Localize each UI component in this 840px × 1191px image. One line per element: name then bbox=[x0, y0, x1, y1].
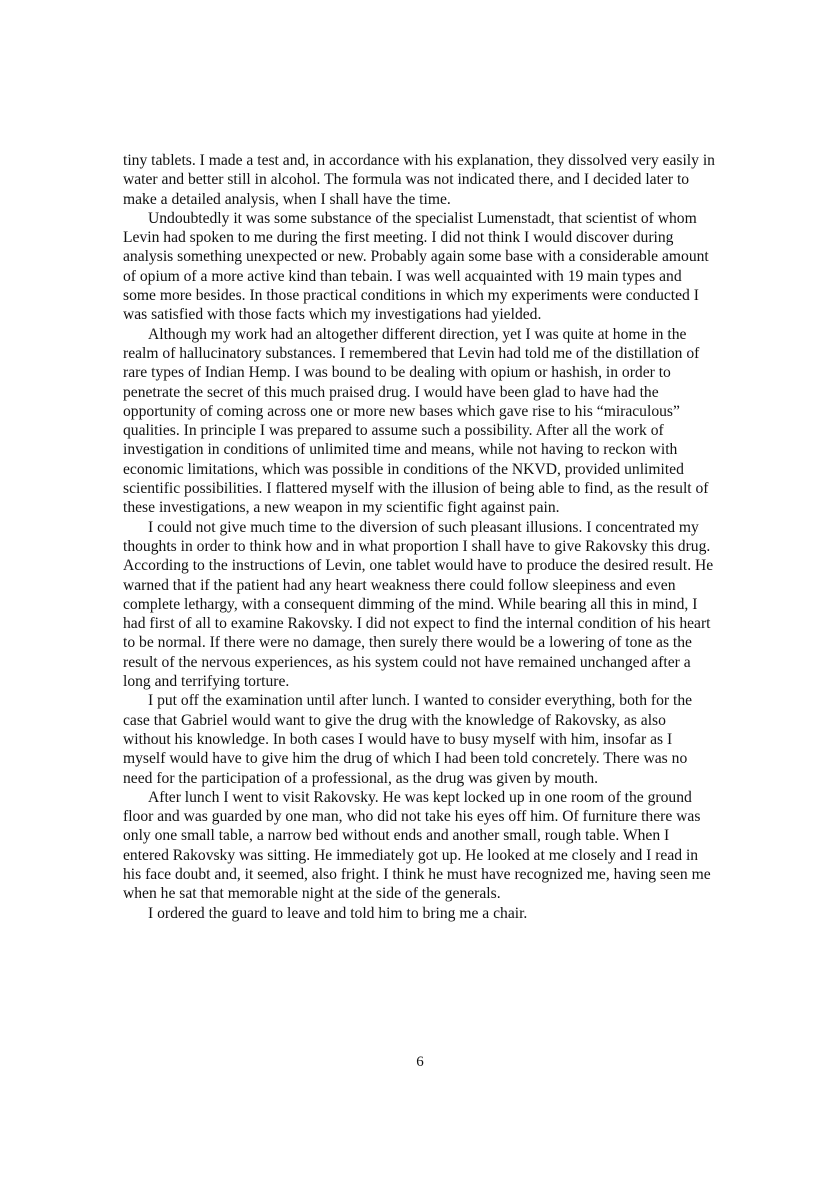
paragraph-1: tiny tablets. I made a test and, in accordance with his explanation, they dissolved very easily in water and better still in alcohol. The formula was not indicated there, and I decided later to make a detailed analysis, when I shall have the time. bbox=[123, 152, 715, 208]
paragraph-2: Undoubtedly it was some substance of the specialist Lumenstadt, that scientist of whom Levin had spoken to me during the first meeting. I did not think I would discover during analysis something unexpected or new. Probably again some base with a considerable amount of opium of a more active kind than tebain. I was well acquainted with 19 main types and some more besides. In those practical conditions in which my experiments were conducted I was satisfied with those facts which my investigations had yielded. bbox=[123, 209, 709, 324]
body-text bbox=[123, 151, 717, 923]
paragraph-6: After lunch I went to visit Rakovsky. He was kept locked up in one room of the ground floor and was guarded by one man, who did not take his eyes off him. Of furniture there was only one small table, a narrow bed without ends and another small, rough table. When I entered Rakovsky was sitting. He immediately got up. He looked at me closely and I read in his face doubt and, it seemed, also fright. I think he must have recognized me, having seen me when he sat that memorable night at the side of the generals. bbox=[123, 788, 711, 903]
paragraph-7: I ordered the guard to leave and told him to bring me a chair. bbox=[148, 904, 528, 922]
paragraph-4: I could not give much time to the diversion of such pleasant illusions. I concentrated my thoughts in order to think how and in what proportion I shall have to give Rakovsky this drug. According to the instructions of Levin, one tablet would have to produce the desired result. He warned that if the patient had any heart weakness there could follow sleepiness and even complete lethargy, with a consequent dimming of the mind. While bearing all this in mind, I had first of all to examine Rakovsky. I did not expect to find the internal condition of his heart to be normal. If there were no damage, then surely there would be a lowering of tone as the result of the nervous experiences, as his system could not have remained unchanged after a long and terrifying torture. bbox=[123, 518, 714, 691]
paragraph-5: I put off the examination until after lunch. I wanted to consider everything, both for the case that Gabriel would want to give the drug with the knowledge of Rakovsky, as also without his knowledge. In both cases I would have to busy myself with him, insofar as I myself would have to give him the drug of which I had been told concretely. There was no need for the participation of a professional, as the drug was given by mouth. bbox=[123, 692, 693, 787]
page-number: 6 bbox=[416, 1054, 424, 1070]
paragraph-3: Although my work had an altogether different direction, yet I was quite at home in the realm of hallucinatory substances. I remembered that Levin had told me of the distillation of rare types of Indian Hemp. I was bound to be dealing with opium or hashish, in order to penetrate the secret of this much praised drug. I would have been glad to have had the opportunity of coming across one or more new bases which gave rise to his “miraculous” qualities. In principle I was prepared to assume such a possibility. After all the work of investigation in conditions of unlimited time and means, while not having to reckon with economic limitations, which was possible in conditions of the NKVD, provided unlimited scientific possibilities. I flattered myself with the illusion of being able to find, as the result of these investigations, a new weapon in my scientific fight against pain. bbox=[123, 325, 709, 517]
